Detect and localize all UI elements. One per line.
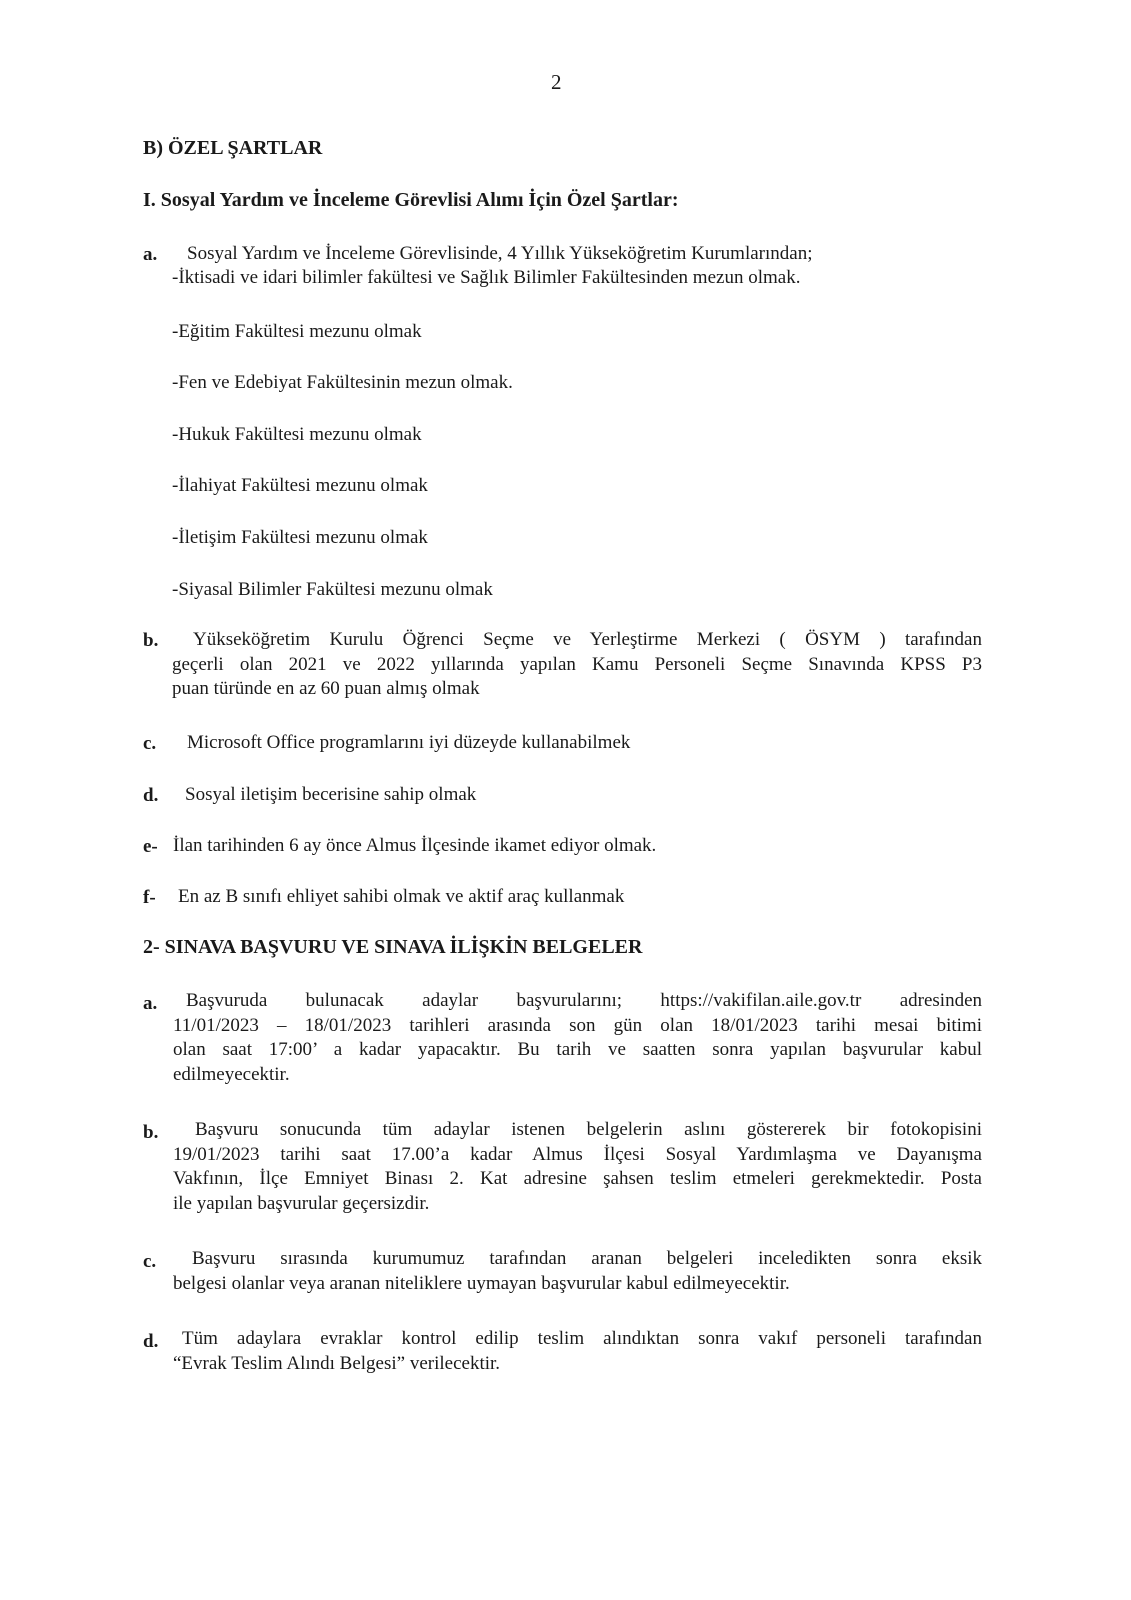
item-2d-line2: “Evrak Teslim Alındı Belgesi” verilecektir. <box>173 1353 501 1374</box>
item-2a-line2: 11/01/2023 – 18/01/2023 tarihleri arasında son gün olan 18/01/2023 tarihi mesai bitimi <box>173 1015 982 1036</box>
item-label-2b: b. <box>143 1122 159 1143</box>
item-label-1e: e- <box>143 836 158 857</box>
item-1e-text: İlan tarihinden 6 ay önce Almus İlçesinde ikamet ediyor olmak. <box>173 835 657 856</box>
item-2b-line2: 19/01/2023 tarihi saat 17.00’a kadar Almus İlçesi Sosyal Yardımlaşma ve Dayanışma <box>173 1144 982 1165</box>
item-2b-line4: ile yapılan başvurular geçersizdir. <box>173 1193 430 1214</box>
faculty-option: -Eğitim Fakültesi mezunu olmak <box>172 321 422 342</box>
item-label-1c: c. <box>143 733 157 754</box>
faculty-option: -Fen ve Edebiyat Fakültesinin mezun olmak. <box>172 372 513 393</box>
item-2b-line3: Vakfının, İlçe Emniyet Binası 2. Kat adresine şahsen teslim etmeleri gerekmektedir. Posta <box>173 1168 982 1189</box>
faculty-option: -Hukuk Fakültesi mezunu olmak <box>172 424 422 445</box>
item-2c-line1: Başvuru sırasında kurumumuz tarafından aranan belgeleri inceledikten sonra eksik <box>192 1248 982 1269</box>
item-2a-line3: olan saat 17:00’ a kadar yapacaktır. Bu tarih ve saatten sonra yapılan başvurular kabul <box>173 1039 982 1060</box>
heading-ozel-sartlar: B) ÖZEL ŞARTLAR <box>143 137 323 159</box>
heading-section-1: I. Sosyal Yardım ve İnceleme Görevlisi Alımı İçin Özel Şartlar: <box>143 189 679 211</box>
item-2a-line1: Başvuruda bulunacak adaylar başvurularını; https://vakifilan.aile.gov.tr adresinden <box>186 990 982 1011</box>
item-1d-text: Sosyal iletişim becerisine sahip olmak <box>185 784 477 805</box>
item-label-2a: a. <box>143 993 158 1014</box>
item-1b-line2: geçerli olan 2021 ve 2022 yıllarında yapılan Kamu Personeli Seçme Sınavında KPSS P3 <box>172 654 982 675</box>
item-label-2d: d. <box>143 1331 159 1352</box>
page-number: 2 <box>551 70 562 94</box>
item-1f-text: En az B sınıfı ehliyet sahibi olmak ve aktif araç kullanmak <box>178 886 625 907</box>
faculty-option: -İlahiyat Fakültesi mezunu olmak <box>172 475 428 496</box>
item-1c-text: Microsoft Office programlarını iyi düzeyde kullanabilmek <box>187 732 631 753</box>
item-1a-line1: Sosyal Yardım ve İnceleme Görevlisinde, 4 Yıllık Yükseköğretim Kurumlarından; <box>187 243 813 264</box>
item-label-1a: a. <box>143 244 158 265</box>
item-1a-line2: -İktisadi ve idari bilimler fakültesi ve Sağlık Bilimler Fakültesinden mezun olmak. <box>172 267 801 288</box>
item-2d-line1: Tüm adaylara evraklar kontrol edilip teslim alındıktan sonra vakıf personeli tarafından <box>182 1328 982 1349</box>
item-label-1d: d. <box>143 785 159 806</box>
heading-section-2: 2- SINAVA BAŞVURU VE SINAVA İLİŞKİN BELGELER <box>143 936 643 958</box>
item-label-1b: b. <box>143 630 159 651</box>
item-label-2c: c. <box>143 1251 157 1272</box>
item-1b-line1: Yükseköğretim Kurulu Öğrenci Seçme ve Yerleştirme Merkezi ( ÖSYM ) tarafından <box>193 629 982 650</box>
faculty-option: -Siyasal Bilimler Fakültesi mezunu olmak <box>172 579 493 600</box>
item-label-1f: f- <box>143 887 156 908</box>
faculty-option: -İletişim Fakültesi mezunu olmak <box>172 527 428 548</box>
item-2a-line4: edilmeyecektir. <box>173 1064 290 1085</box>
item-2c-line2: belgesi olanlar veya aranan niteliklere uymayan başvurular kabul edilmeyecektir. <box>173 1273 790 1294</box>
item-2b-line1: Başvuru sonucunda tüm adaylar istenen belgelerin aslını göstererek bir fotokopisini <box>195 1119 982 1140</box>
item-1b-line3: puan türünde en az 60 puan almış olmak <box>172 678 480 699</box>
